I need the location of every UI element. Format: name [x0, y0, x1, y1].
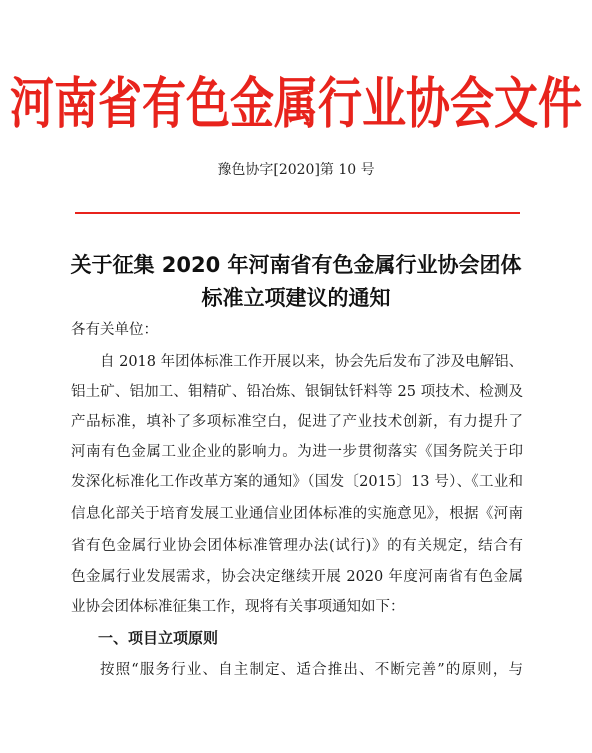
body-line: 铝土矿、铝加工、钼精矿、铅冶炼、银铜钛钎料等 25 项技术、检测及 — [71, 384, 523, 400]
body-line: 色金属行业发展需求，协会决定继续开展 2020 年度河南省有色金属 — [71, 569, 523, 585]
body-line: 河南有色金属工业企业的影响力。为进一步贯彻落实《国务院关于印 — [71, 444, 523, 460]
body-line: 按照“服务行业、自主制定、适合推出、不断完善”的原则，与 — [100, 662, 523, 678]
section-heading: 一、项目立项原则 — [98, 629, 219, 647]
notice-title-line-1: 关于征集 2020 年河南省有色金属行业协会团体 — [70, 253, 522, 277]
masthead-title: 河南省有色金属行业协会文件 — [10, 72, 582, 137]
notice-title-line-2: 标准立项建议的通知 — [201, 286, 391, 310]
body-line: 省有色金属行业协会团体标准管理办法(试行)》的有关规定，结合有 — [71, 538, 523, 554]
body-line: 自 2018 年团体标准工作开展以来，协会先后发布了涉及电解铝、 — [100, 354, 524, 370]
body-line: 产品标准，填补了多项标准空白，促进了产业技术创新，有力提升了 — [71, 414, 523, 430]
document-number: 豫色协字[2020]第 10 号 — [217, 162, 375, 178]
body-line: 业协会团体标准征集工作，现将有关事项通知如下： — [71, 599, 405, 615]
salutation: 各有关单位： — [71, 322, 158, 338]
body-line: 发深化标准化工作改革方案的通知》（国发〔2015〕13 号）、《工业和 — [71, 474, 523, 490]
red-divider-line — [75, 212, 520, 214]
body-line: 信息化部关于培育发展工业通信业团体标准的实施意见》，根据《河南 — [71, 506, 523, 522]
